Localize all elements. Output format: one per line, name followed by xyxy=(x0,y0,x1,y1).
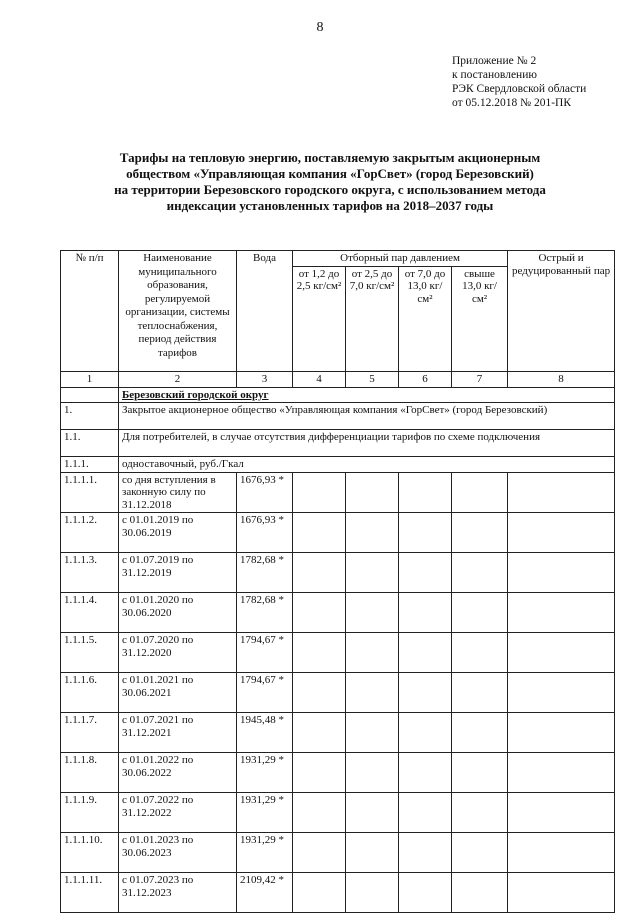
title-line: Тарифы на тепловую энергию, поставляемую закрытым акционерным xyxy=(119,150,541,165)
page-number: 8 xyxy=(316,20,324,35)
row-steam-1 xyxy=(293,873,346,913)
column-number: 7 xyxy=(452,372,508,388)
header-steam-4: свыше 13,0 кг/см² xyxy=(452,266,508,372)
row-steam-4 xyxy=(452,633,508,673)
appendix-line: к постановлению xyxy=(452,69,537,81)
row-steam-1 xyxy=(293,593,346,633)
row-steam-3 xyxy=(399,753,452,793)
row-water: 1676,93 * xyxy=(237,513,293,553)
row-period: с 01.01.2021 по 30.06.2021 xyxy=(119,673,237,713)
row-period: с 01.07.2022 по 31.12.2022 xyxy=(119,793,237,833)
row-water: 1676,93 * xyxy=(237,472,293,513)
row-period: с 01.07.2023 по 31.12.2023 xyxy=(119,873,237,913)
row-water: 2109,42 * xyxy=(237,873,293,913)
row-period: с 01.07.2019 по 31.12.2019 xyxy=(119,553,237,593)
row-steam-4 xyxy=(452,753,508,793)
row-code: 1.1.1.1. xyxy=(61,472,119,513)
rate-text: одноставочный, руб./Гкал xyxy=(119,457,615,473)
header-name: Наименование муниципального образования, регулируемой организации, системы теплоснабжения, период действия тарифов xyxy=(119,251,237,372)
row-steam-2 xyxy=(346,553,399,593)
row-steam-3 xyxy=(399,593,452,633)
consumers-text: Для потребителей, в случае отсутствия дифференциации тарифов по схеме подключения xyxy=(119,430,615,457)
column-number: 2 xyxy=(119,372,237,388)
organization-code: 1. xyxy=(61,403,119,430)
row-sharp-steam xyxy=(508,713,615,753)
table-row xyxy=(61,833,615,873)
row-steam-1 xyxy=(293,633,346,673)
row-water: 1782,68 * xyxy=(237,553,293,593)
row-steam-3 xyxy=(399,873,452,913)
row-steam-4 xyxy=(452,513,508,553)
row-code: 1.1.1.4. xyxy=(61,593,119,633)
row-steam-2 xyxy=(346,713,399,753)
row-water: 1945,48 * xyxy=(237,713,293,753)
row-steam-3 xyxy=(399,713,452,753)
row-steam-2 xyxy=(346,833,399,873)
row-code: 1.1.1.10. xyxy=(61,833,119,873)
column-number-row xyxy=(61,372,615,388)
table-row xyxy=(61,753,615,793)
row-period: с 01.01.2020 по 30.06.2020 xyxy=(119,593,237,633)
row-code: 1.1.1.3. xyxy=(61,553,119,593)
row-steam-3 xyxy=(399,513,452,553)
table-row xyxy=(61,513,615,553)
row-steam-3 xyxy=(399,833,452,873)
row-sharp-steam xyxy=(508,553,615,593)
row-sharp-steam xyxy=(508,833,615,873)
header-steam-2: от 2,5 до 7,0 кг/см² xyxy=(346,266,399,372)
table-row xyxy=(61,673,615,713)
row-steam-1 xyxy=(293,513,346,553)
row-period: с 01.01.2023 по 30.06.2023 xyxy=(119,833,237,873)
row-steam-3 xyxy=(399,673,452,713)
organization-name: Закрытое акционерное общество «Управляющая компания «ГорСвет» (город Березовский) xyxy=(119,403,615,430)
header-row xyxy=(61,251,615,267)
row-period: с 01.07.2021 по 31.12.2021 xyxy=(119,713,237,753)
row-sharp-steam xyxy=(508,673,615,713)
row-steam-4 xyxy=(452,472,508,513)
appendix-line: Приложение № 2 xyxy=(452,55,537,67)
table-row xyxy=(61,593,615,633)
table-row xyxy=(61,873,615,913)
header-sharp-steam: Острый и редуцированный пар xyxy=(508,251,615,372)
row-steam-3 xyxy=(399,553,452,593)
column-number: 6 xyxy=(399,372,452,388)
row-code: 1.1.1.5. xyxy=(61,633,119,673)
table-row xyxy=(61,633,615,673)
document-title xyxy=(60,150,600,214)
table-row xyxy=(61,713,615,753)
row-period: с 01.07.2020 по 31.12.2020 xyxy=(119,633,237,673)
row-steam-4 xyxy=(452,713,508,753)
row-steam-4 xyxy=(452,793,508,833)
header-water: Вода xyxy=(237,251,293,372)
table-row xyxy=(61,553,615,593)
consumers-code: 1.1. xyxy=(61,430,119,457)
header-steam-group: Отборный пар давлением xyxy=(293,251,508,267)
row-water: 1782,68 * xyxy=(237,593,293,633)
rate-row xyxy=(61,457,615,473)
row-water: 1931,29 * xyxy=(237,793,293,833)
row-steam-2 xyxy=(346,593,399,633)
row-steam-2 xyxy=(346,513,399,553)
row-sharp-steam xyxy=(508,513,615,553)
column-number: 8 xyxy=(508,372,615,388)
row-steam-4 xyxy=(452,553,508,593)
row-water: 1931,29 * xyxy=(237,753,293,793)
district-code-cell xyxy=(61,387,119,403)
row-steam-1 xyxy=(293,673,346,713)
rate-code: 1.1.1. xyxy=(61,457,119,473)
row-steam-2 xyxy=(346,472,399,513)
row-code: 1.1.1.9. xyxy=(61,793,119,833)
row-steam-1 xyxy=(293,833,346,873)
row-code: 1.1.1.6. xyxy=(61,673,119,713)
row-steam-2 xyxy=(346,753,399,793)
appendix-line: от 05.12.2018 № 201-ПК xyxy=(452,97,572,109)
row-period: с 01.01.2019 по 30.06.2019 xyxy=(119,513,237,553)
appendix-line: РЭК Свердловской области xyxy=(452,83,587,95)
row-water: 1794,67 * xyxy=(237,633,293,673)
row-sharp-steam xyxy=(508,873,615,913)
row-steam-3 xyxy=(399,793,452,833)
appendix-note xyxy=(452,54,586,110)
row-sharp-steam xyxy=(508,793,615,833)
column-number: 4 xyxy=(293,372,346,388)
organization-row xyxy=(61,403,615,430)
row-code: 1.1.1.11. xyxy=(61,873,119,913)
header-no: № п/п xyxy=(61,251,119,372)
row-period: с 01.01.2022 по 30.06.2022 xyxy=(119,753,237,793)
row-steam-1 xyxy=(293,472,346,513)
column-number: 5 xyxy=(346,372,399,388)
column-number: 1 xyxy=(61,372,119,388)
row-code: 1.1.1.7. xyxy=(61,713,119,753)
table-row xyxy=(61,472,615,513)
title-line: на территории Березовского городского округа, с использованием метода xyxy=(114,182,546,197)
row-steam-2 xyxy=(346,673,399,713)
table-row xyxy=(61,793,615,833)
title-line: обществом «Управляющая компания «ГорСвет» (город Березовский) xyxy=(126,166,534,181)
row-steam-4 xyxy=(452,673,508,713)
row-code: 1.1.1.2. xyxy=(61,513,119,553)
row-sharp-steam xyxy=(508,633,615,673)
row-sharp-steam xyxy=(508,472,615,513)
row-steam-2 xyxy=(346,633,399,673)
row-steam-2 xyxy=(346,793,399,833)
row-steam-1 xyxy=(293,713,346,753)
district-row xyxy=(61,387,615,403)
district-name: Березовский городской округ xyxy=(119,387,615,403)
row-water: 1931,29 * xyxy=(237,833,293,873)
row-steam-4 xyxy=(452,593,508,633)
row-steam-3 xyxy=(399,472,452,513)
row-steam-1 xyxy=(293,553,346,593)
row-sharp-steam xyxy=(508,753,615,793)
tariff-table xyxy=(60,250,615,913)
row-code: 1.1.1.8. xyxy=(61,753,119,793)
row-steam-4 xyxy=(452,833,508,873)
header-steam-1: от 1,2 до 2,5 кг/см² xyxy=(293,266,346,372)
row-water: 1794,67 * xyxy=(237,673,293,713)
column-number: 3 xyxy=(237,372,293,388)
consumers-row xyxy=(61,430,615,457)
header-steam-3: от 7,0 до 13,0 кг/см² xyxy=(399,266,452,372)
title-line: индексации установленных тарифов на 2018–2037 годы xyxy=(166,198,494,213)
row-steam-1 xyxy=(293,793,346,833)
row-steam-1 xyxy=(293,753,346,793)
row-period: со дня вступления в законную силу по 31.12.2018 xyxy=(119,472,237,513)
row-steam-4 xyxy=(452,873,508,913)
row-sharp-steam xyxy=(508,593,615,633)
row-steam-3 xyxy=(399,633,452,673)
row-steam-2 xyxy=(346,873,399,913)
